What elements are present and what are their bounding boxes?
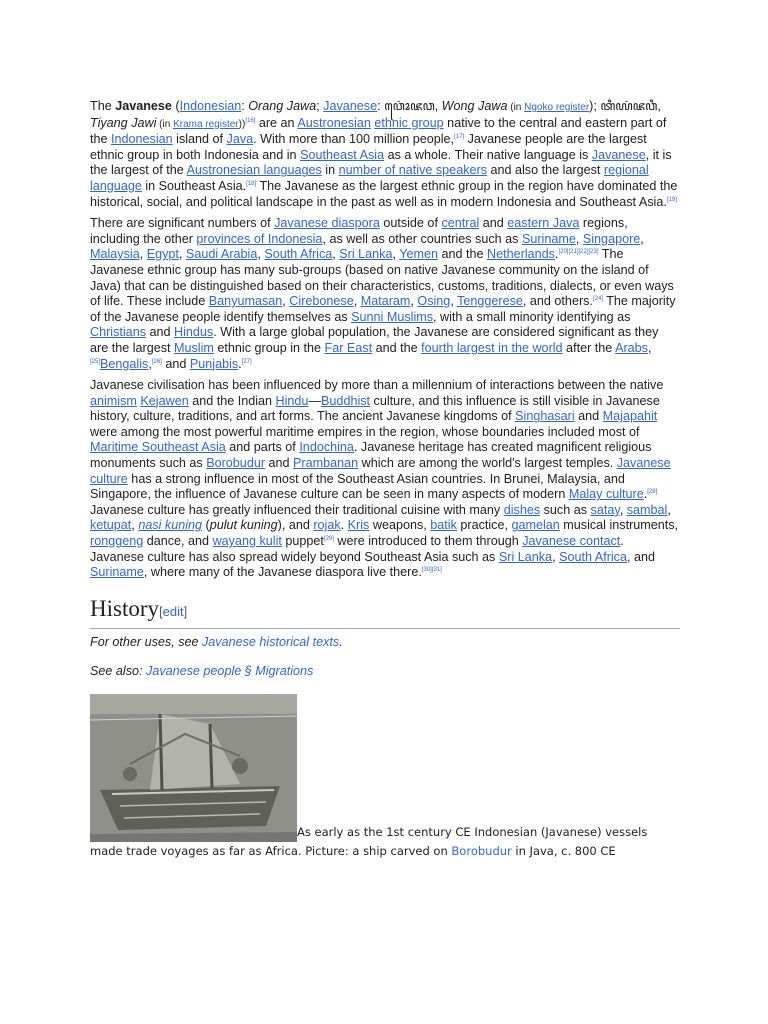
text: )) [238, 118, 246, 130]
text: island of [172, 132, 227, 147]
link-javanese-language[interactable]: Javanese [323, 99, 378, 113]
text: and [146, 325, 175, 340]
link-batik[interactable]: batik [430, 518, 457, 533]
relief-drawing [90, 694, 297, 842]
text: musical instruments, [559, 518, 679, 533]
section-title: History [90, 595, 159, 621]
link-christians[interactable]: Christians [90, 325, 146, 340]
text: , and others. [522, 294, 593, 309]
text: The [90, 99, 116, 113]
link-kejawen[interactable]: Kejawen [140, 393, 189, 408]
link-tenggerese[interactable]: Tenggerese [457, 294, 523, 309]
link-suriname[interactable]: Suriname [521, 231, 576, 246]
link-muslim[interactable]: Muslim [174, 340, 214, 355]
text: . [340, 518, 348, 533]
term-wong-jawa: Wong Jawa [441, 99, 508, 113]
text: Javanese people are the largest ethnic group in both Indonesia and in [90, 132, 647, 162]
text: were introduced to them through [333, 534, 523, 549]
ship-relief-image[interactable] [90, 694, 297, 842]
text: , [450, 294, 458, 309]
link-arabs[interactable]: Arabs [615, 340, 648, 355]
text: regions, including the other [90, 216, 628, 246]
term-orang-jawa: Orang Jawa [248, 99, 317, 113]
link-prambanan[interactable]: Prambanan [293, 456, 359, 471]
link-provinces-of-indonesia[interactable]: provinces of Indonesia [196, 231, 323, 246]
link-satay[interactable]: satay [590, 502, 620, 517]
text: For other uses, see [90, 634, 202, 649]
text: are an [255, 115, 298, 130]
link-indochina[interactable]: Indochina [299, 440, 354, 455]
caption-text: in Java, c. 800 CE [511, 844, 616, 858]
citation-ref[interactable]: [24] [592, 295, 603, 302]
text: (in [507, 102, 525, 113]
text: There are significant numbers of [90, 216, 275, 231]
link-egypt[interactable]: Egypt [146, 247, 179, 262]
article-body [90, 99, 680, 861]
text: ( [202, 518, 210, 533]
text: , [139, 247, 147, 262]
text: , [178, 247, 186, 262]
edit-link[interactable]: edit [162, 603, 184, 619]
text: , [640, 231, 644, 246]
text: , [332, 247, 340, 262]
text: , as well as other countries such as [322, 231, 522, 246]
text: weapons, [369, 518, 431, 533]
link-borobudur-caption[interactable]: Borobudur [451, 844, 512, 858]
citation-ref[interactable]: [30][31] [421, 567, 442, 574]
text: , [257, 247, 265, 262]
text: ), and [277, 518, 314, 533]
link-ethnic-group[interactable]: ethnic group [374, 115, 444, 130]
link-nasi-kuning[interactable]: nasi kuning [138, 518, 203, 533]
text: native to the central and eastern part of the [90, 115, 667, 147]
text: , [552, 549, 560, 564]
link-dishes[interactable]: dishes [503, 502, 541, 517]
text: See also: [90, 664, 147, 679]
text: , with a small minority identifying as [433, 309, 631, 324]
diaspora-paragraph [90, 216, 680, 372]
history-heading [90, 595, 680, 629]
text: — [308, 393, 322, 408]
text: . [643, 487, 648, 502]
text: . With a large global population, the Javanese are considered significant as they are the largest [90, 325, 659, 355]
text: after the [562, 340, 616, 355]
term-tiyang-jawi: Tiyang Jawi [90, 115, 157, 130]
text: , [353, 294, 361, 309]
link-rojak[interactable]: rojak [313, 518, 341, 533]
text: and [479, 216, 508, 231]
link-javanese-diaspora[interactable]: Javanese diaspora [274, 216, 380, 231]
text: , it is the largest of the [90, 147, 672, 178]
link-mataram[interactable]: Mataram [360, 294, 411, 309]
link-maritime-southeast-asia[interactable]: Maritime Southeast Asia [90, 440, 226, 455]
citation-ref[interactable]: [28] [647, 489, 658, 496]
text: : [241, 99, 249, 113]
text: and the Indian [188, 393, 276, 408]
link-wayang-kulit[interactable]: wayang kulit [212, 534, 282, 549]
text: . Javanese culture has also spread widely beyond Southeast Asia such as [90, 534, 624, 564]
text: The majority of the Javanese people identify themselves as [90, 294, 676, 324]
text: as a whole. Their native language is [384, 147, 592, 162]
text: . [339, 634, 343, 649]
link-ketupat[interactable]: ketupat [90, 518, 132, 533]
text: outside of [379, 216, 442, 231]
link-krama-register[interactable]: Krama register [173, 118, 239, 130]
link-ronggeng[interactable]: ronggeng [90, 534, 144, 549]
figure-borobudur-ship [90, 694, 680, 861]
citation-ref[interactable]: [18] [246, 180, 257, 187]
link-cirebonese[interactable]: Cirebonese [289, 294, 354, 309]
link-netherlands[interactable]: Netherlands [487, 247, 555, 262]
link-animism[interactable]: animism [90, 393, 137, 408]
link-eastern-java[interactable]: eastern Java [507, 216, 580, 231]
link-punjabis[interactable]: Punjabis [189, 356, 239, 371]
text: and the [372, 340, 422, 355]
text: The Javanese ethnic group has many sub-groups (based on native Javanese community on the island of Java) that can be distinguished based on their characteristics, customs, traditions, dialects, or even ways of life. These include [90, 247, 674, 309]
text: , [575, 231, 583, 246]
text: , [410, 294, 418, 309]
link-hindus[interactable]: Hindus [174, 325, 214, 340]
citation-ref[interactable]: [25] [90, 358, 101, 365]
intro-paragraph [90, 99, 680, 210]
link-indonesian[interactable]: Indonesian [179, 99, 242, 113]
link-regional-language[interactable]: regional language [90, 163, 649, 193]
link-sri-lanka[interactable]: Sri Lanka [339, 247, 393, 262]
text: , [667, 502, 671, 517]
text: , and [627, 549, 656, 564]
link-austronesian[interactable]: Austronesian [297, 115, 371, 130]
link-central[interactable]: central [441, 216, 480, 231]
link-ngoko-register[interactable]: Ngoko register [524, 102, 590, 113]
link-austronesian-languages[interactable]: Austronesian languages [186, 163, 322, 178]
link-javanese-historical-texts[interactable]: Javanese historical texts [202, 634, 340, 649]
text: which are among the world's largest temples. [358, 456, 617, 471]
link-singapore[interactable]: Singapore [582, 231, 641, 246]
citation-ref[interactable]: [20][21][22][23] [558, 249, 599, 256]
link-indonesian-island[interactable]: Indonesian [111, 132, 173, 147]
text: ethnic group in the [213, 340, 325, 355]
text: Javanese civilisation has been influenced by more than a millennium of interactions between the native [90, 378, 664, 393]
text: and [265, 456, 294, 471]
link-java[interactable]: Java [226, 132, 254, 147]
bracket: ] [183, 603, 188, 619]
link-javanese-contact[interactable]: Javanese contact [522, 534, 621, 549]
link-osing[interactable]: Osing [417, 294, 451, 309]
text: and the [438, 247, 488, 262]
text: . [554, 247, 559, 262]
text: . With more than 100 million people, [253, 132, 455, 147]
bracket: [ [159, 603, 163, 619]
citation-ref[interactable]: [19] [666, 196, 677, 203]
text: , [392, 247, 400, 262]
link-singhasari[interactable]: Singhasari [515, 409, 575, 424]
link-number-of-native-speakers[interactable]: number of native speakers [338, 163, 487, 178]
citation-ref[interactable]: [27] [241, 358, 252, 365]
link-migrations[interactable]: Javanese people § Migrations [146, 664, 314, 679]
hatnote-other-uses [90, 635, 680, 651]
link-sambal[interactable]: sambal [626, 502, 668, 517]
link-bengalis[interactable]: Bengalis [100, 356, 149, 371]
text: were among the most powerful maritime empires in the region, whose boundaries included most of [90, 424, 640, 439]
text: . [238, 356, 242, 371]
text: and parts of [225, 440, 300, 455]
link-sri-lanka[interactable]: Sri Lanka [498, 549, 553, 564]
link-javanese-culture[interactable]: Javanese culture [90, 456, 671, 486]
text: ( [171, 99, 180, 113]
text: , [282, 294, 290, 309]
link-borobudur[interactable]: Borobudur [206, 456, 266, 471]
text: in [321, 163, 339, 178]
link-banyumasan[interactable]: Banyumasan [208, 294, 283, 309]
text: such as [540, 502, 591, 517]
citation-ref[interactable]: [29] [323, 535, 334, 542]
text: puppet [281, 534, 324, 549]
link-kris[interactable]: Kris [347, 518, 370, 533]
link-majapahit[interactable]: Majapahit [602, 409, 658, 424]
link-malaysia[interactable]: Malaysia [90, 247, 140, 262]
citation-ref[interactable]: [17] [454, 134, 465, 140]
link-yemen[interactable]: Yemen [399, 247, 439, 262]
civilisation-paragraph [90, 378, 680, 581]
text: (in [156, 118, 174, 130]
text: , [647, 340, 652, 355]
text: , [148, 356, 152, 371]
text-javanese-script: : ꦮꦺꦴꦁꦗꦮ, [377, 99, 442, 113]
text: culture, and this influence is still visible in Javanese history, culture, traditions, and art forms. The ancient Javanese kingdoms of [90, 393, 660, 424]
text: and [574, 409, 603, 424]
link-saudi-arabia[interactable]: Saudi Arabia [185, 247, 258, 262]
link-gamelan[interactable]: gamelan [511, 518, 560, 533]
link-south-africa[interactable]: South Africa [264, 247, 333, 262]
text: has a strong influence in most of the Southeast Asian countries. In Brunei, Malaysia, and Singapore, the influence of Javanese culture can be seen in many aspects of modern [90, 471, 625, 502]
link-sunni-muslims[interactable]: Sunni Muslims [351, 309, 434, 324]
text: , [619, 502, 627, 517]
link-southeast-asia[interactable]: Southeast Asia [300, 147, 385, 162]
link-fourth-largest[interactable]: fourth largest in the world [421, 340, 563, 355]
link-malay-culture[interactable]: Malay culture [568, 487, 644, 502]
text: Javanese culture has greatly influenced their traditional cuisine with many [90, 502, 504, 517]
link-far-east[interactable]: Far East [324, 340, 373, 355]
text: in Southeast Asia. [141, 178, 247, 193]
text: and also the largest [487, 163, 604, 178]
link-javanese[interactable]: Javanese [591, 147, 646, 162]
text: practice, [456, 518, 512, 533]
caption-text: As early as the 1st century CE Indonesian (Javanese) vessels made trade voyages as far as Africa. Picture: a ship carved on [90, 825, 648, 858]
term-pulut-kuning: pulut kuning [209, 518, 278, 533]
text: dance, and [143, 534, 213, 549]
citation-ref[interactable]: [16] [245, 117, 256, 124]
text: ; [316, 99, 324, 113]
text: and [161, 356, 190, 371]
text: . Javanese heritage has created magnificent religious monuments such as [90, 440, 652, 471]
edit-section [159, 604, 187, 619]
text-javanese-script: ); ꦠꦶꦪꦁꦗꦮꦶ, [589, 99, 661, 113]
text: The Javanese as the largest ethnic group in the region have dominated the historical, social, and political landscape in the past as well as in modern Indonesia and Southeast Asia. [90, 178, 678, 209]
link-suriname[interactable]: Suriname [90, 565, 144, 580]
citation-ref[interactable]: [26] [151, 358, 162, 365]
text: , where many of the Javanese diaspora live there. [143, 565, 422, 580]
link-south-africa[interactable]: South Africa [559, 549, 627, 564]
text: , [131, 518, 139, 533]
hatnote-see-also [90, 664, 680, 680]
link-buddhist[interactable]: Buddhist [321, 393, 371, 408]
article-subject: Javanese [115, 99, 172, 113]
link-hindu[interactable]: Hindu [275, 393, 309, 408]
